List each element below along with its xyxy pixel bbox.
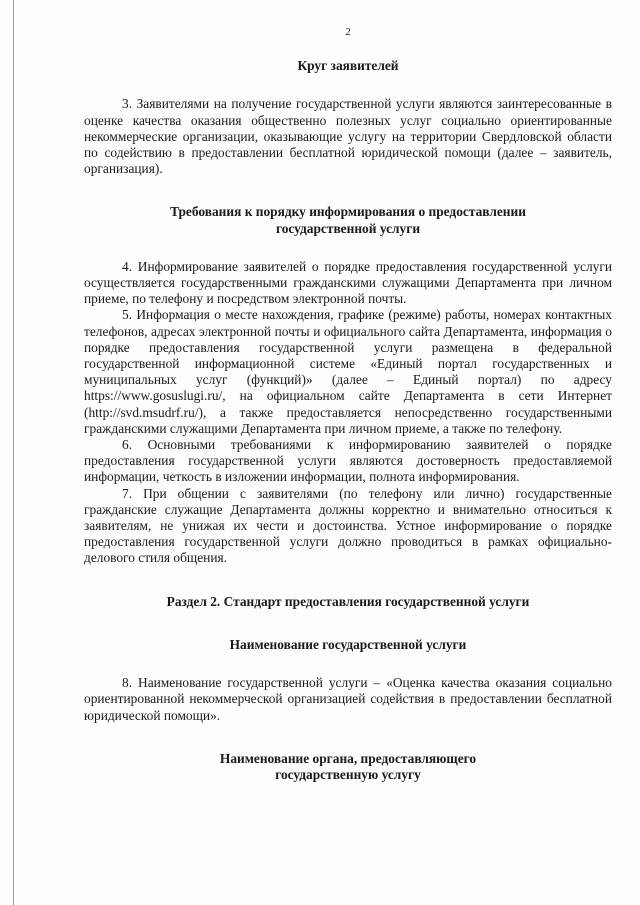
page-number: 2 xyxy=(345,26,351,38)
paragraph-3: 3. Заявителями на получение государственной услуги являются заинтересованные в оценке качества оказания общественно полезных услуг социально ориентированные некоммерческие организации, оказывающие услугу на территории Свердловской области по содействию в предоставлении бесплатной юридической помощи (далее – заявитель, организация). xyxy=(84,96,612,177)
page-content xyxy=(84,24,612,783)
heading-service-name: Наименование государственной услуги xyxy=(229,636,467,652)
heading-authority-line2: государственную услугу xyxy=(275,766,421,782)
paragraph-5: 5. Информация о месте нахождения, графике (режиме) работы, номерах контактных телефонов, адресах электронной почты и официального сайта Департамента, информация о порядке предоставления государственной услуги размещена в федеральной государственной информационной системе «Единый портал государственных и муниципальных услуг (функций)» (далее – Единый портал) по адресу https://www.gosuslugi.ru/, на официальном сайте Департамента в сети Интернет (http://svd.msudrf.ru/), а также предоставляется непосредственно государственными гражданскими служащими Департамента при личном приеме, а также по телефону. xyxy=(84,307,612,436)
paragraph-7: 7. При общении с заявителями (по телефону или лично) государственные гражданские служащие Департамента должны корректно и внимательно относиться к заявителям, не унижая их чести и достоинства. Устное информирование о порядке предоставления государственной услуги должно проводиться в рамках официально-делового стиля общения. xyxy=(84,485,612,566)
heading-informing xyxy=(84,204,612,236)
heading-applicants: Круг заявителей xyxy=(297,58,399,74)
page-edge xyxy=(13,0,14,905)
paragraph-4: 4. Информирование заявителей о порядке предоставления государственной услуги осуществляется государственными гражданскими служащими Департамента при личном приеме, по телефону и посредством электронной почты. xyxy=(84,258,612,307)
heading-authority xyxy=(84,751,612,783)
heading-informing-line1: Требования к порядку информирования о предоставлении xyxy=(170,204,526,220)
heading-authority-line1: Наименование органа, предоставляющего xyxy=(219,750,477,766)
heading-informing-line2: государственной услуги xyxy=(275,220,421,236)
paragraph-8: 8. Наименование государственной услуги – «Оценка качества оказания социально ориентированной некоммерческой организацией содействия в предоставлении бесплатной юридической помощи». xyxy=(84,675,612,723)
heading-section-2: Раздел 2. Стандарт предоставления государственной услуги xyxy=(166,593,530,609)
paragraph-6: 6. Основными требованиями к информированию заявителей о порядке предоставления государственной услуги являются достоверность предоставляемой информации, четкость в изложении информации, полнота информирования. xyxy=(84,437,612,485)
